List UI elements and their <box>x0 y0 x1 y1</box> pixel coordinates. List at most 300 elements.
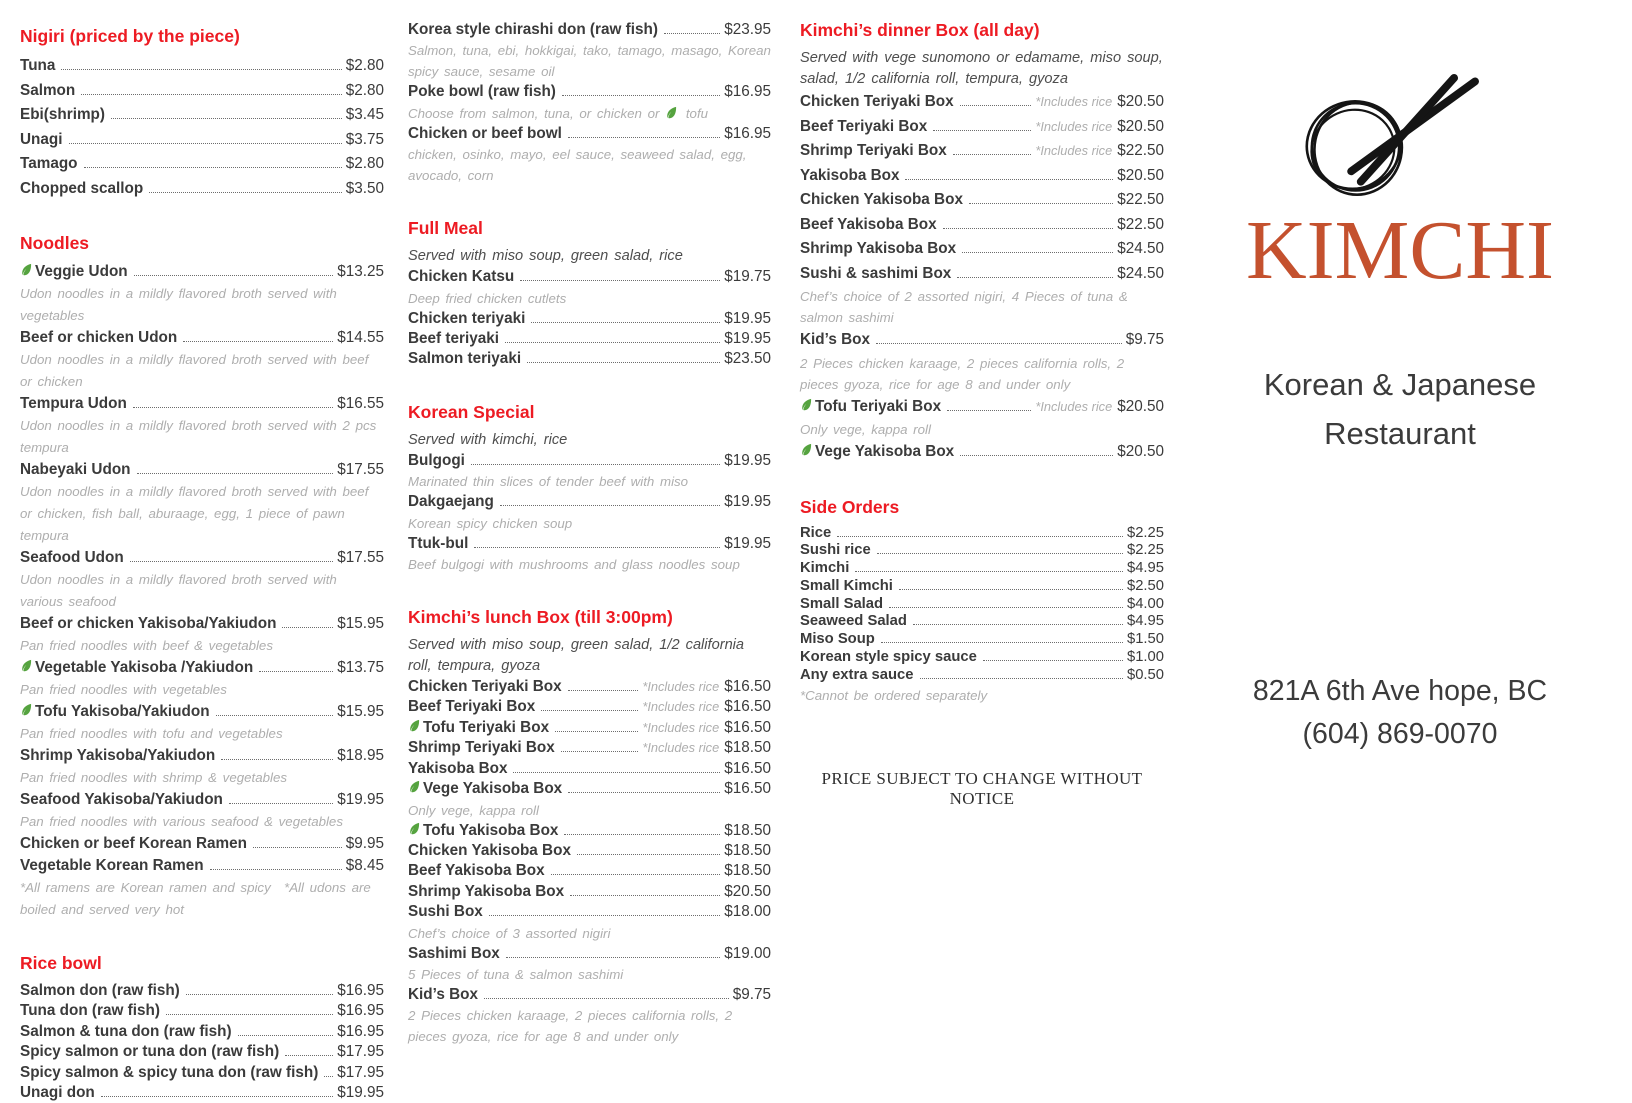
dot-leader <box>238 1035 334 1036</box>
item-description: Only vege, kappa roll <box>800 422 931 437</box>
item-price: $17.95 <box>337 1063 384 1081</box>
item-name: Beef Yakisoba Box <box>800 215 937 233</box>
menu-item <box>408 738 771 758</box>
dot-leader <box>837 536 1123 537</box>
menu-item <box>20 833 384 855</box>
item-name: Any extra sauce <box>800 666 914 683</box>
menu-item <box>800 542 1164 560</box>
menu-item <box>800 237 1164 262</box>
menu-item <box>800 631 1164 649</box>
section-title: Korean Special <box>408 401 535 422</box>
section-subtitle: Served with vege sunomono or edamame, miso soup, salad, 1/2 california roll, tempura, gyoza <box>800 50 1163 87</box>
item-name: Miso Soup <box>800 631 875 648</box>
item-price: $20.50 <box>1117 117 1164 135</box>
item-name: Tofu Teriyaki Box <box>408 718 549 738</box>
dot-leader <box>983 660 1123 661</box>
item-price: $22.50 <box>1117 215 1164 233</box>
item-name: Spicy salmon or tuna don (raw fish) <box>20 1043 280 1061</box>
section-title: Kimchi’s dinner Box (all day) <box>800 20 1040 40</box>
item-name: Spicy salmon & spicy tuna don (raw fish) <box>20 1063 319 1081</box>
item-price: $3.75 <box>345 130 384 148</box>
item-description: Pan fried noodles with various seafood & vegetables <box>20 814 343 829</box>
dot-leader <box>551 874 721 875</box>
menu-item <box>20 261 384 283</box>
menu-item <box>20 128 384 153</box>
menu-item <box>408 309 771 329</box>
dot-leader <box>920 678 1123 679</box>
dot-leader <box>577 854 720 855</box>
includes-rice-note: *Includes rice <box>1035 398 1113 414</box>
dot-leader <box>133 407 333 408</box>
menu-item <box>20 103 384 128</box>
item-price: $20.50 <box>1117 397 1164 415</box>
leaf-icon <box>799 397 813 411</box>
dot-leader <box>69 143 342 144</box>
item-description: Udon noodles in a mildly flavored broth served with various seafood <box>20 572 337 609</box>
item-name: Veggie Udon <box>20 261 128 283</box>
dot-leader <box>210 869 342 870</box>
includes-rice-note: *Includes rice <box>642 719 720 735</box>
section-footnote: *All ramens are Korean ramen and spicy *All udons are boiled and served very hot <box>20 880 371 917</box>
dot-leader <box>568 137 720 138</box>
item-name: Yakisoba Box <box>408 759 508 777</box>
leaf-icon <box>665 105 679 119</box>
dot-leader <box>229 803 333 804</box>
dot-leader <box>876 343 1122 344</box>
item-name: Chicken Katsu <box>408 268 515 286</box>
menu-section <box>408 402 771 575</box>
item-price: $16.95 <box>337 1002 384 1020</box>
item-price: $19.95 <box>724 493 771 511</box>
item-price: $18.50 <box>724 821 771 839</box>
item-price: $16.50 <box>724 678 771 696</box>
dot-leader <box>953 154 1032 155</box>
item-name: Kimchi <box>800 560 850 577</box>
item-name: Vege Yakisoba Box <box>800 440 954 465</box>
menu-item <box>20 177 384 202</box>
menu-item <box>800 90 1164 115</box>
menu-item <box>20 613 384 635</box>
item-name: Shrimp Teriyaki Box <box>800 142 947 159</box>
menu-item <box>800 440 1164 465</box>
menu-section <box>408 20 771 186</box>
brand-tagline-line2: Restaurant <box>1324 416 1476 451</box>
item-description: 2 Pieces chicken karaage, 2 pieces california rolls, 2 pieces gyoza, rice for age 8 and under only <box>800 355 1125 392</box>
menu-item <box>408 985 771 1005</box>
dot-leader <box>664 33 720 34</box>
menu-item <box>20 657 384 679</box>
item-name: Beef Yakisoba Box <box>408 862 545 880</box>
dot-leader <box>84 167 342 168</box>
item-price: $19.95 <box>337 791 384 808</box>
menu-item <box>20 1022 384 1042</box>
item-price: $4.95 <box>1126 613 1164 630</box>
dot-leader <box>471 464 720 465</box>
dot-leader <box>564 834 720 835</box>
item-name: Korean style spicy sauce <box>800 649 977 666</box>
item-price: $17.55 <box>337 549 384 566</box>
item-name: Tofu Teriyaki Box <box>800 395 941 420</box>
brand-address: 821A 6th Ave hope, BC <box>1252 675 1548 707</box>
item-name: Chopped scallop <box>20 179 144 197</box>
item-price: $16.50 <box>724 718 771 736</box>
dot-leader <box>221 759 333 760</box>
dot-leader <box>216 715 334 716</box>
item-price: $17.55 <box>337 461 384 478</box>
menu-item <box>408 677 771 697</box>
item-price: $20.50 <box>1117 443 1164 460</box>
section-subtitle: Served with miso soup, green salad, rice <box>408 248 683 265</box>
section-title: Full Meal <box>408 218 483 239</box>
item-price: $13.75 <box>337 659 384 676</box>
item-description: Deep fried chicken cutlets <box>408 290 567 306</box>
item-name: Tamago <box>20 155 78 172</box>
dot-leader <box>253 847 342 848</box>
menu-item <box>408 841 771 861</box>
dot-leader <box>960 105 1032 106</box>
item-price: $8.45 <box>345 857 384 874</box>
dot-leader <box>541 710 638 711</box>
bowl-chopsticks-logo <box>1284 70 1489 206</box>
item-name: Korea style chirashi don (raw fish) <box>408 21 658 38</box>
dot-leader <box>149 192 341 193</box>
item-price: $18.50 <box>724 862 771 880</box>
menu-item <box>408 492 771 512</box>
dot-leader <box>561 751 639 752</box>
section-title: Nigiri (priced by the piece) <box>20 26 240 46</box>
dot-leader <box>899 589 1123 590</box>
item-name: Salmon teriyaki <box>408 350 522 368</box>
menu-item <box>20 1083 384 1103</box>
menu-section <box>800 497 1164 707</box>
item-price: $1.50 <box>1126 631 1164 648</box>
item-description: Chef’s choice of 3 assorted nigiri <box>408 925 611 941</box>
item-price: $9.95 <box>345 835 384 852</box>
dot-leader <box>889 607 1123 608</box>
item-name: Ttuk-bul <box>408 534 469 552</box>
item-name: Beef or chicken Yakisoba/Yakiudon <box>20 615 277 632</box>
item-name: Sushi Box <box>408 903 483 921</box>
menu-item <box>20 789 384 811</box>
menu-item <box>800 667 1164 685</box>
menu-item <box>800 188 1164 213</box>
item-name: Beef Teriyaki Box <box>800 117 928 135</box>
menu-item <box>20 459 384 481</box>
section-title: Kimchi’s lunch Box (till 3:00pm) <box>408 607 673 628</box>
item-price: $16.50 <box>724 759 771 777</box>
item-price: $2.80 <box>345 57 384 74</box>
leaf-icon <box>407 779 421 793</box>
dot-leader <box>285 1055 333 1056</box>
item-name: Chicken Yakisoba Box <box>800 191 963 208</box>
brand-tagline <box>1190 360 1610 458</box>
menu-item <box>408 861 771 881</box>
menu-item <box>20 745 384 767</box>
dot-leader <box>913 624 1123 625</box>
item-price: $15.95 <box>337 615 384 632</box>
item-description: Udon noodles in a mildly flavored broth served with beef or chicken <box>20 352 369 389</box>
dot-leader <box>555 731 638 732</box>
item-price: $3.50 <box>345 179 384 197</box>
item-description: Korean spicy chicken soup <box>408 515 573 531</box>
item-price: $16.95 <box>724 83 771 101</box>
dot-leader <box>489 915 720 916</box>
brand-contact <box>1190 670 1610 756</box>
dot-leader <box>505 342 720 343</box>
leaf-icon <box>19 262 33 276</box>
menu-item <box>800 596 1164 614</box>
menu-item <box>800 578 1164 596</box>
menu-item <box>800 560 1164 578</box>
menu-column-3 <box>800 20 1164 809</box>
item-price: $22.50 <box>1117 191 1164 208</box>
item-description: Only vege, kappa roll <box>408 802 539 818</box>
leaf-icon <box>19 658 33 672</box>
item-name: Vegetable Korean Ramen <box>20 857 204 874</box>
dot-leader <box>484 998 729 999</box>
item-name: Salmon don (raw fish) <box>20 982 180 999</box>
item-price: $2.80 <box>345 155 384 172</box>
menu-section <box>408 607 771 1047</box>
dot-leader <box>134 275 334 276</box>
item-price: $18.00 <box>724 903 771 921</box>
item-price: $19.00 <box>724 944 771 962</box>
leaf-icon <box>407 718 421 732</box>
item-name: Shrimp Yakisoba Box <box>408 882 565 900</box>
item-price: $23.95 <box>724 21 771 38</box>
menu-item <box>800 139 1164 164</box>
menu-item <box>20 327 384 349</box>
item-price: $2.25 <box>1126 542 1164 559</box>
item-price: $23.50 <box>724 350 771 368</box>
section-title: Noodles <box>20 233 90 253</box>
item-name: Tuna <box>20 57 56 74</box>
menu-section <box>408 218 771 370</box>
item-description: chicken, osinko, mayo, eel sauce, seaweed salad, egg, avocado, corn <box>408 147 747 184</box>
dot-leader <box>570 895 720 896</box>
item-description: Marinated thin slices of tender beef with miso <box>408 474 689 490</box>
item-price: $1.00 <box>1126 649 1164 666</box>
item-price: $19.95 <box>724 330 771 348</box>
item-name: Vegetable Yakisoba /Yakiudon <box>20 657 253 679</box>
dot-leader <box>531 322 720 323</box>
dot-leader <box>183 341 333 342</box>
item-price: $18.50 <box>724 739 771 757</box>
item-price: $0.50 <box>1126 666 1164 683</box>
item-description: Beef bulgogi with mushrooms and glass noodles soup <box>408 557 740 573</box>
menu-item <box>800 328 1164 353</box>
item-name: Chicken teriyaki <box>408 309 526 327</box>
menu-item <box>408 944 771 964</box>
item-price: $4.00 <box>1126 595 1164 612</box>
dot-leader <box>500 505 720 506</box>
item-price: $20.50 <box>724 882 771 900</box>
item-name: Tofu Yakisoba Box <box>408 821 558 841</box>
dot-leader <box>933 130 1031 131</box>
item-name: Dakgaejang <box>408 493 494 511</box>
includes-rice-note: *Includes rice <box>1035 118 1113 134</box>
item-name: Salmon <box>20 81 76 99</box>
menu-item <box>20 547 384 569</box>
brand-phone: (604) 869-0070 <box>1302 718 1498 750</box>
menu-item <box>20 79 384 104</box>
menu-item <box>20 393 384 415</box>
item-price: $9.75 <box>732 985 771 1003</box>
includes-rice-note: *Includes rice <box>1035 94 1113 109</box>
brand-name: KIMCHI <box>1246 204 1554 297</box>
menu-column-2 <box>408 20 771 1047</box>
dot-leader <box>960 455 1113 456</box>
item-price: $4.95 <box>1126 560 1164 577</box>
item-description: Pan fried noodles with shrimp & vegetables <box>20 770 287 785</box>
item-name: Salmon & tuna don (raw fish) <box>20 1022 232 1040</box>
item-name: Shrimp Yakisoba Box <box>800 240 957 257</box>
item-price: $16.95 <box>337 1022 384 1040</box>
menu-item <box>408 697 771 717</box>
item-name: Seaweed Salad <box>800 613 907 630</box>
item-description: Pan fried noodles with tofu and vegetables <box>20 726 283 741</box>
menu-item <box>408 20 771 40</box>
item-name: Poke bowl (raw fish) <box>408 83 556 101</box>
item-name: Nabeyaki Udon <box>20 461 131 478</box>
item-price: $24.50 <box>1117 264 1164 282</box>
item-price: $19.75 <box>724 268 771 286</box>
dot-leader <box>947 410 1031 411</box>
dot-leader <box>186 994 333 995</box>
menu-item <box>20 1001 384 1021</box>
menu-item <box>408 821 771 841</box>
menu-item <box>408 124 771 144</box>
dot-leader <box>877 553 1123 554</box>
item-name: Yakisoba Box <box>800 166 900 184</box>
item-name: Unagi <box>20 130 63 148</box>
menu-item <box>408 759 771 779</box>
leaf-icon <box>407 821 421 835</box>
includes-rice-note: *Includes rice <box>642 699 720 715</box>
item-name: Shrimp Yakisoba/Yakiudon <box>20 747 216 764</box>
menu-item <box>408 82 771 102</box>
item-price: $19.95 <box>724 534 771 552</box>
menu-item <box>408 349 771 369</box>
dot-leader <box>520 280 720 281</box>
item-price: $13.25 <box>337 263 384 280</box>
dot-leader <box>81 94 341 95</box>
item-name: Unagi don <box>20 1084 95 1102</box>
item-price: $14.55 <box>337 329 384 346</box>
item-name: Sushi rice <box>800 542 871 559</box>
menu-item <box>800 649 1164 667</box>
menu-item <box>20 981 384 1001</box>
dot-leader <box>259 671 333 672</box>
item-name: Kid’s Box <box>408 985 478 1003</box>
item-description: Choose from salmon, tuna, or chicken or tofu <box>408 105 709 121</box>
menu-section <box>20 26 384 201</box>
menu-item <box>20 701 384 723</box>
item-price: $9.75 <box>1125 331 1164 348</box>
item-name: Sashimi Box <box>408 944 500 962</box>
menu-section <box>800 20 1164 465</box>
dot-leader <box>513 772 720 773</box>
leaf-icon <box>799 442 813 456</box>
section-title: Rice bowl <box>20 953 102 973</box>
dot-leader <box>527 362 720 363</box>
item-name: Tempura Udon <box>20 395 127 412</box>
dot-leader <box>130 561 334 562</box>
item-description: 2 Pieces chicken karaage, 2 pieces california rolls, 2 pieces gyoza, rice for age 8 and under only <box>408 1008 733 1045</box>
item-price: $19.95 <box>724 451 771 469</box>
price-change-notice: PRICE SUBJECT TO CHANGE WITHOUT NOTICE <box>821 768 1143 808</box>
menu-item <box>408 534 771 554</box>
menu-item <box>20 152 384 177</box>
menu-item <box>800 262 1164 287</box>
item-name: Kid’s Box <box>800 331 870 348</box>
item-price: $19.95 <box>724 309 771 327</box>
item-description: Udon noodles in a mildly flavored broth served with vegetables <box>20 286 337 323</box>
dot-leader <box>137 473 334 474</box>
item-description: Pan fried noodles with vegetables <box>20 682 227 697</box>
includes-rice-note: *Includes rice <box>642 740 720 756</box>
dot-leader <box>568 690 639 691</box>
item-price: $20.50 <box>1117 166 1164 184</box>
menu-item <box>800 395 1164 420</box>
item-name: Rice <box>800 524 832 541</box>
item-price: $15.95 <box>337 703 384 720</box>
item-price: $19.95 <box>337 1084 384 1102</box>
item-price: $16.50 <box>724 780 771 798</box>
menu-item <box>408 882 771 902</box>
item-name: Seafood Udon <box>20 549 124 566</box>
item-price: $20.50 <box>1117 93 1164 110</box>
item-price: $16.55 <box>337 395 384 412</box>
item-description: Chef’s choice of 2 assorted nigiri, 4 Pieces of tuna & salmon sashimi <box>800 289 1128 325</box>
dot-leader <box>855 571 1123 572</box>
item-name: Chicken Yakisoba Box <box>408 841 571 859</box>
dot-leader <box>111 118 342 119</box>
item-description: Udon noodles in a mildly flavored broth served with 2 pcs tempura <box>20 418 377 455</box>
menu-section <box>20 233 384 921</box>
dot-leader <box>568 792 720 793</box>
menu-item <box>408 718 771 738</box>
menu-item <box>20 855 384 877</box>
item-description: Pan fried noodles with beef & vegetables <box>20 638 273 653</box>
brand-panel <box>1190 70 1610 756</box>
includes-rice-note: *Includes rice <box>642 679 720 695</box>
item-name: Seafood Yakisoba/Yakiudon <box>20 791 223 808</box>
item-name: Shrimp Teriyaki Box <box>408 739 555 757</box>
dot-leader <box>969 203 1113 204</box>
menu-item <box>800 213 1164 238</box>
dot-leader <box>506 957 720 958</box>
item-price: $2.50 <box>1126 577 1164 594</box>
item-price: $3.45 <box>345 106 384 123</box>
dot-leader <box>562 95 720 96</box>
item-price: $16.50 <box>724 698 771 716</box>
dot-leader <box>962 252 1113 253</box>
item-price: $24.50 <box>1117 240 1164 257</box>
dot-leader <box>881 642 1123 643</box>
menu-section <box>20 953 384 1103</box>
menu-item <box>800 164 1164 189</box>
menu-item <box>408 267 771 287</box>
dot-leader <box>61 69 341 70</box>
section-subtitle: Served with kimchi, rice <box>408 431 568 448</box>
item-description: Salmon, tuna, ebi, hokkigai, tako, tamago, masago, Korean spicy sauce, sesame oil <box>408 43 771 80</box>
item-price: $2.25 <box>1126 524 1164 541</box>
item-name: Tuna don (raw fish) <box>20 1002 160 1020</box>
menu-item <box>20 1042 384 1062</box>
menu-item <box>20 1063 384 1083</box>
item-name: Beef Teriyaki Box <box>408 698 536 716</box>
